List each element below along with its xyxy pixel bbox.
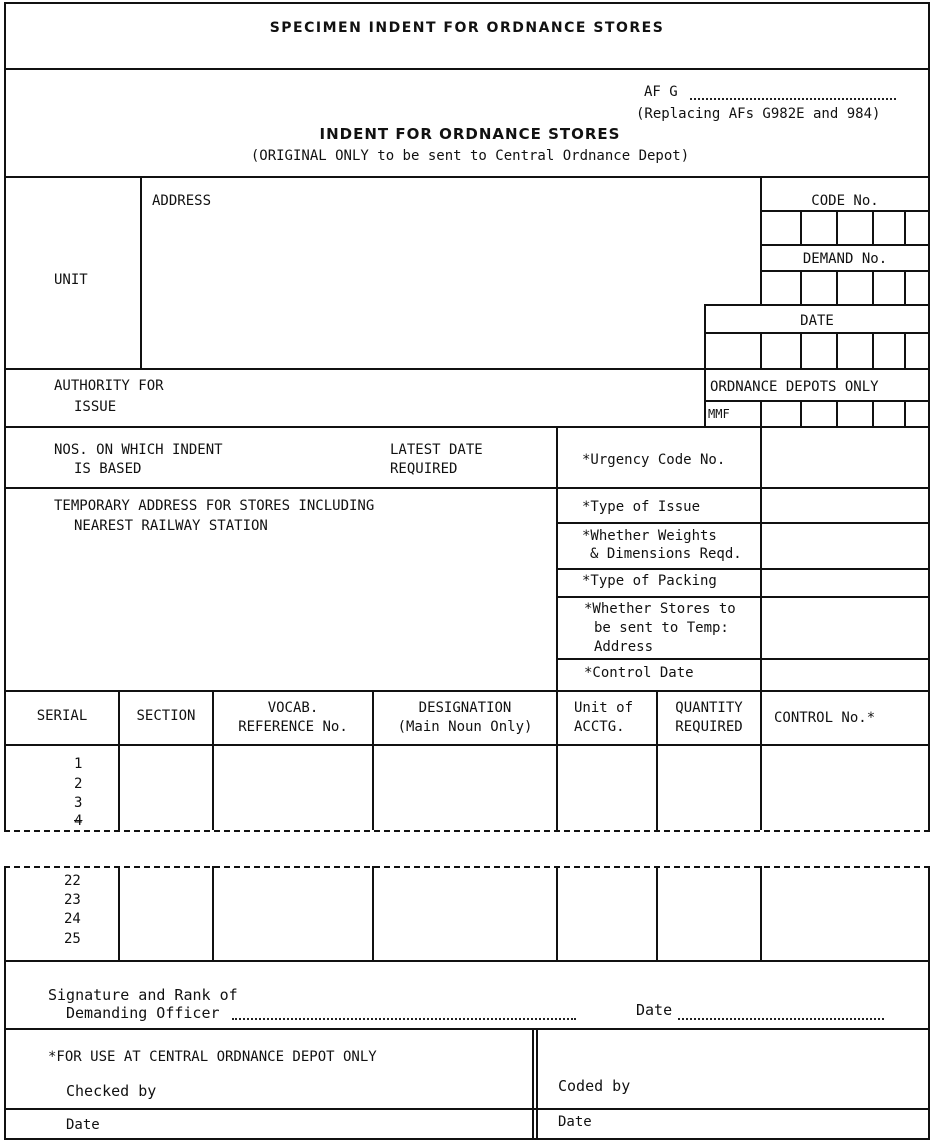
af-number: AF G — [644, 84, 678, 100]
af-number-dotted-line — [690, 98, 896, 100]
form-subtitle: (ORIGINAL ONLY to be sent to Central Ordnance Depot) — [250, 148, 690, 164]
signature-date-dotted-line — [678, 1018, 884, 1020]
date-line — [704, 332, 930, 334]
signature-label-2: Demanding Officer — [66, 1004, 220, 1022]
header-unit-1: Unit of — [574, 700, 634, 716]
divider-table-top — [4, 690, 930, 692]
address-label: ADDRESS — [152, 193, 212, 209]
latest-date-label-2: REQUIRED — [390, 461, 458, 477]
stores-label-2: be sent to Temp: — [594, 620, 729, 636]
checked-by-label: Checked by — [66, 1082, 157, 1100]
depot-divider-2 — [536, 1030, 538, 1140]
header-unit-2: ACCTG. — [574, 719, 625, 735]
serial-number: 24 — [64, 911, 81, 927]
border-top — [4, 2, 930, 4]
date-cell-div — [836, 332, 838, 370]
signature-date-label: Date — [636, 1001, 673, 1019]
side-left-line — [556, 426, 558, 692]
divider-authority — [4, 426, 930, 428]
serial-number: 1 — [74, 756, 83, 772]
urgency-label: *Urgency Code No. — [582, 452, 726, 468]
date-label: DATE — [800, 313, 834, 329]
serial-number: 23 — [64, 892, 81, 908]
serial-number: 25 — [64, 931, 81, 947]
side-div-2 — [556, 568, 930, 570]
type-issue-label: *Type of Issue — [582, 499, 701, 515]
header-control: CONTROL No.* — [774, 710, 876, 726]
code-cell-div — [872, 210, 874, 244]
temp-address-label-2: NEAREST RAILWAY STATION — [74, 518, 268, 534]
serial-number: 4 — [74, 813, 83, 829]
col-line — [760, 690, 762, 830]
date-cell-div — [760, 332, 762, 370]
col-line — [556, 866, 558, 962]
depot-cell-div — [904, 400, 906, 428]
side-div-3 — [556, 596, 930, 598]
nos-label-1: NOS. ON WHICH INDENT — [54, 442, 223, 458]
nos-label-2: IS BASED — [74, 461, 142, 477]
depot-cell-div — [872, 400, 874, 428]
date-cell-div — [904, 332, 906, 370]
signature-dotted-line — [232, 1018, 576, 1020]
torn-edge-bottom — [4, 866, 930, 868]
date-cell-div — [800, 332, 802, 370]
header-designation-2: (Main Noun Only) — [397, 719, 533, 735]
date-top-line — [704, 304, 930, 306]
weights-label-1: *Whether Weights — [582, 528, 717, 544]
signature-label-1: Signature and Rank of — [48, 986, 238, 1004]
demand-cell-div — [872, 270, 874, 306]
header-qty-1: QUANTITY — [675, 700, 743, 716]
depots-line — [704, 400, 930, 402]
divider-title — [4, 68, 930, 70]
depot-cell-div — [800, 400, 802, 428]
border-bottom — [4, 1138, 930, 1140]
side-div-1 — [556, 522, 930, 524]
depot-use-title: *FOR USE AT CENTRAL ORDNANCE DEPOT ONLY — [48, 1049, 377, 1065]
latest-date-label-1: LATEST DATE — [390, 442, 483, 458]
col-line — [372, 690, 374, 830]
coded-by-label: Coded by — [558, 1077, 631, 1095]
side-right-line — [760, 426, 762, 692]
col-line — [372, 866, 374, 962]
demand-no-label: DEMAND No. — [802, 251, 888, 267]
col-line — [118, 690, 120, 830]
border-right-bottom — [928, 866, 930, 1140]
border-left-bottom — [4, 866, 6, 1140]
header-vocab-1: VOCAB. — [267, 700, 319, 716]
demand-cell-div — [904, 270, 906, 306]
weights-label-2: & Dimensions Reqd. — [590, 546, 742, 562]
code-cell-div — [800, 210, 802, 244]
header-section: SECTION — [136, 708, 196, 724]
divider-unit — [4, 368, 930, 370]
torn-edge-top — [4, 830, 930, 832]
col-line — [212, 690, 214, 830]
code-no-bottom — [760, 244, 930, 246]
temp-address-label-1: TEMPORARY ADDRESS FOR STORES INCLUDING — [54, 498, 375, 514]
stores-label-1: *Whether Stores to — [584, 601, 736, 617]
code-cell-div — [836, 210, 838, 244]
demand-cell-div — [836, 270, 838, 306]
unit-divider — [140, 176, 142, 370]
col-line — [656, 690, 658, 830]
code-no-label: CODE No. — [811, 193, 879, 209]
divider-header — [4, 176, 930, 178]
divider-depot — [4, 1108, 930, 1110]
serial-number: 3 — [74, 795, 83, 811]
depot-date-right: Date — [558, 1114, 592, 1130]
col-line — [556, 690, 558, 830]
border-left-top — [4, 2, 6, 831]
demand-cell-div — [800, 270, 802, 306]
header-designation-1: DESIGNATION — [418, 700, 512, 716]
mmf-label: MMF — [708, 407, 730, 421]
packing-label: *Type of Packing — [582, 573, 717, 589]
authority-label-1: AUTHORITY FOR — [54, 378, 164, 394]
side-div-4 — [556, 658, 930, 660]
depot-date-left: Date — [66, 1117, 100, 1133]
depot-cell-div — [836, 400, 838, 428]
depots-left-line — [704, 368, 706, 428]
serial-number: 2 — [74, 776, 83, 792]
divider-table-bottom — [4, 960, 930, 962]
depots-only-label: ORDNANCE DEPOTS ONLY — [710, 379, 879, 395]
authority-label-2: ISSUE — [74, 399, 117, 415]
code-cell-div — [904, 210, 906, 244]
header-vocab-2: REFERENCE No. — [238, 719, 348, 735]
divider-header-row — [4, 744, 930, 746]
unit-label: UNIT — [54, 272, 88, 288]
col-line — [118, 866, 120, 962]
header-qty-2: REQUIRED — [675, 719, 743, 735]
stores-label-3: Address — [594, 639, 654, 655]
date-cell-div — [872, 332, 874, 370]
divider-indent — [4, 487, 930, 489]
depot-divider-1 — [532, 1030, 534, 1140]
replacing-note: (Replacing AFs G982E and 984) — [636, 106, 881, 122]
control-date-label: *Control Date — [584, 665, 694, 681]
col-line — [656, 866, 658, 962]
col-line — [212, 866, 214, 962]
depot-cell-div — [760, 400, 762, 428]
divider-signature — [4, 1028, 930, 1030]
specimen-title: SPECIMEN INDENT FOR ORDNANCE STORES — [269, 20, 665, 36]
header-serial: SERIAL — [36, 708, 88, 724]
form-title: INDENT FOR ORDNANCE STORES — [319, 125, 621, 143]
border-right-top — [928, 2, 930, 831]
serial-number: 22 — [64, 873, 81, 889]
col-line — [760, 866, 762, 962]
